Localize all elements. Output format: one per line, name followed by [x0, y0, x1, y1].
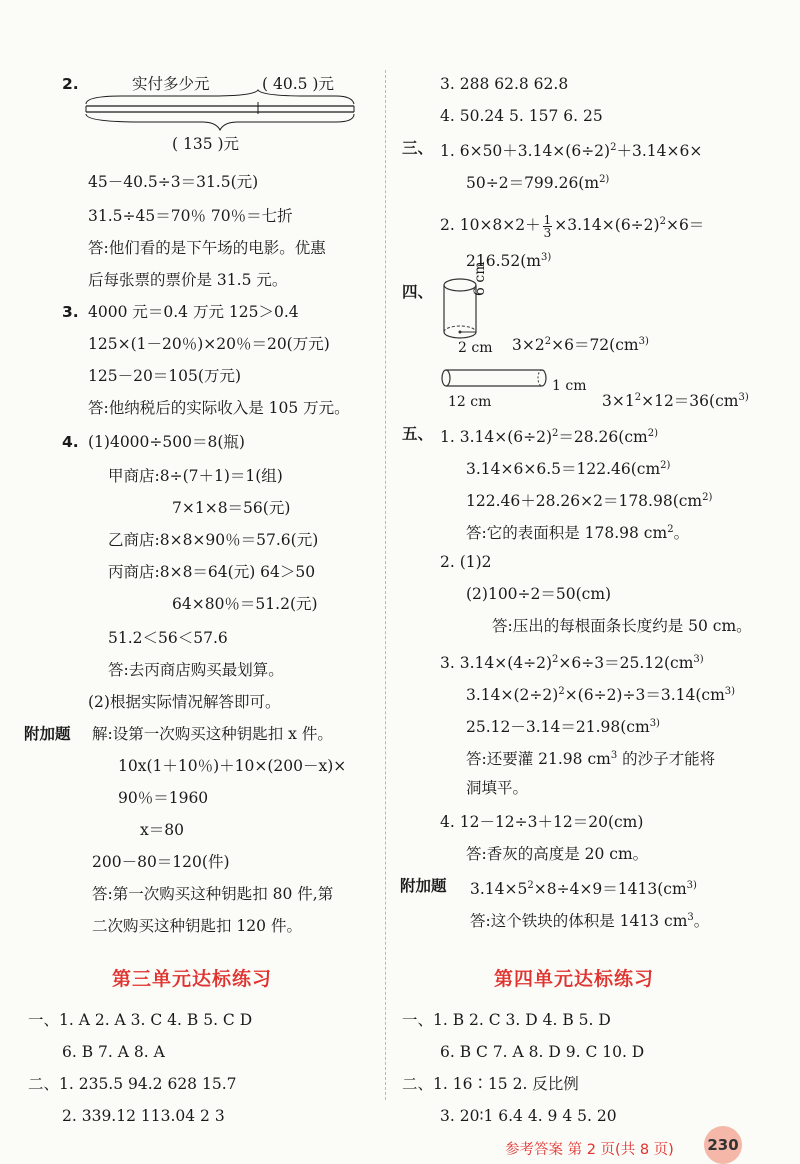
answer-line: 45－40.5÷3＝31.5(元)	[88, 173, 259, 191]
answer-line: $3\times 2^2\times 6=72(cm^{3)}$	[512, 336, 649, 355]
section-label: 四、	[402, 282, 434, 301]
answer-line: 10x(1＋10％)＋10×(200－x)×	[118, 757, 347, 775]
answer-line: 答:它的表面积是 178.98 $cm^2$。	[466, 524, 690, 543]
answer-line: (2)100÷2＝50(cm)	[466, 585, 612, 603]
dimension-label: 1 cm	[552, 378, 587, 394]
extra-question-label: 附加题	[24, 724, 71, 743]
answer-line: $50\div 2=799.26(m^{2)}$	[466, 174, 610, 193]
answer-line: 洞填平。	[466, 779, 529, 797]
question-number: 3.	[62, 303, 79, 321]
answer-line: 4000 元＝0.4 万元 125＞0.4	[88, 303, 299, 321]
answer-line: 答:压出的每根面条长度约是 50 cm。	[492, 617, 752, 635]
answer-line: 二次购买这种钥匙扣 120 件。	[92, 917, 302, 935]
section-label: 五、	[402, 424, 434, 443]
cylinder-lying-figure	[436, 366, 556, 390]
answer-line: 64×80％＝51.2(元)	[172, 595, 318, 613]
answer-line: 200－80＝120(件)	[92, 853, 230, 871]
answer-line: (1)4000÷500＝8(瓶)	[88, 433, 245, 451]
fraction: $\frac{1}{3}$	[543, 212, 552, 240]
answer-line: 一、1. B 2. C 3. D 4. B 5. D	[402, 1011, 611, 1029]
answer-line: $122.46+28.26\times 2=178.98(cm^{2)}$	[466, 492, 713, 511]
answer-line: (2)根据实际情况解答即可。	[88, 693, 281, 711]
dimension-label: 6 cm	[472, 261, 488, 296]
answer-line: $3.14\times(2\div 2)^2\times(6\div 2)\div 3=3.14(cm^{3)}$	[466, 686, 736, 705]
question-number: 4.	[62, 433, 79, 451]
answer-line: 解:设第一次购买这种钥匙扣 x 件。	[92, 725, 333, 743]
answer-line: 6. B 7. A 8. A	[62, 1043, 165, 1061]
answer-line: $3.14\times 5^2\times 8\div 4\times 9=1413(cm^{3)}$	[470, 880, 697, 899]
dimension-label: 2 cm	[458, 340, 493, 356]
answer-line: 125×(1－20％)×20％＝20(万元)	[88, 335, 330, 353]
answer-line: 答:第一次购买这种钥匙扣 80 件,第	[92, 885, 334, 903]
answer-line: 3. $3.14\times(4\div 2)^2\times 6\div 3=25.12(cm^{3)}$	[440, 654, 704, 673]
diagram-label-bottom: ( 135 )元	[172, 135, 240, 153]
answer-line: 甲商店:8÷(7＋1)＝1(组)	[108, 467, 283, 485]
answer-line: 7×1×8＝56(元)	[172, 499, 291, 517]
section-label: 三、	[402, 138, 434, 157]
answer-line: 答:这个铁块的体积是 1413 $cm^3$。	[470, 912, 710, 931]
answer-line: 答:他们看的是下午场的电影。优惠	[88, 239, 326, 257]
column-divider	[385, 70, 386, 1100]
answer-line: 后每张票的票价是 31.5 元。	[88, 271, 288, 289]
answer-line: 丙商店:8×8＝64(元) 64＞50	[108, 563, 316, 581]
answer-line: $3\times 1^2\times 12=36(cm^{3)}$	[602, 392, 749, 411]
answer-line: 答:他纳税后的实际收入是 105 万元。	[88, 399, 350, 417]
answer-line: 90％＝1960	[118, 789, 209, 807]
answer-line: 125－20＝105(万元)	[88, 367, 241, 385]
answer-line: 一、1. A 2. A 3. C 4. B 5. C D	[28, 1011, 253, 1029]
answer-line: 答:香灰的高度是 20 cm。	[466, 845, 649, 863]
answer-line: 二、1. 16∶15 2. 反比例	[402, 1075, 579, 1093]
answer-line: 2. 339.12 113.04 2 3	[62, 1107, 225, 1125]
section-title: 第三单元达标练习	[112, 968, 273, 990]
answer-line: $3.14\times 6\times 6.5=122.46(cm^{2)}$	[466, 460, 671, 479]
answer-line: 3. 288 62.8 62.8	[440, 75, 569, 93]
page-footer: 参考答案 第 2 页(共 8 页)	[505, 1142, 674, 1158]
answer-line: 1. $3.14\times(6\div 2)^2=28.26(cm^{2)}$	[440, 428, 658, 447]
answer-line: 乙商店:8×8×90％＝57.6(元)	[108, 531, 319, 549]
answer-line: x＝80	[140, 821, 184, 839]
answer-line: $216.52(m^{3)}$	[466, 252, 552, 271]
answer-line: 6. B C 7. A 8. D 9. C 10. D	[440, 1043, 645, 1061]
line-segment-diagram	[82, 92, 362, 137]
answer-line: 4. 50.24 5. 157 6. 25	[440, 107, 603, 125]
extra-question-label: 附加题	[400, 876, 447, 895]
answer-line: 二、1. 235.5 94.2 628 15.7	[28, 1075, 237, 1093]
question-number: 2.	[62, 75, 79, 93]
answer-line: 3. 20∶1 6.4 4. 9 4 5. 20	[440, 1107, 617, 1125]
answer-line: 1. $6\times 50+3.14\times(6\div 2)^2+3.14\times 6\times$	[440, 142, 703, 161]
page-number-badge: 230	[704, 1126, 742, 1164]
answer-line: 2. (1)2	[440, 553, 492, 571]
diagram-label-top: 实付多少元	[132, 75, 210, 93]
answer-line: 31.5÷45＝70％ 70％＝七折	[88, 207, 293, 225]
diagram-label-top-right: ( 40.5 )元	[262, 75, 334, 93]
answer-line: 答:去丙商店购买最划算。	[108, 661, 284, 679]
dimension-label: 12 cm	[448, 394, 492, 410]
section-title: 第四单元达标练习	[494, 968, 655, 990]
answer-line: 51.2＜56＜57.6	[108, 629, 228, 647]
answer-line: 答:还要灌 21.98 $cm^3$ 的沙子才能将	[466, 750, 716, 769]
answer-line: 2. 10×8×2＋ $\frac{1}{3}$ $\times 3.14\times(6\div 2)^2\times 6=$	[440, 212, 705, 240]
answer-line: 4. 12－12÷3＋12＝20(cm)	[440, 813, 644, 831]
answer-line: $25.12-3.14=21.98(cm^{3)}$	[466, 718, 660, 737]
